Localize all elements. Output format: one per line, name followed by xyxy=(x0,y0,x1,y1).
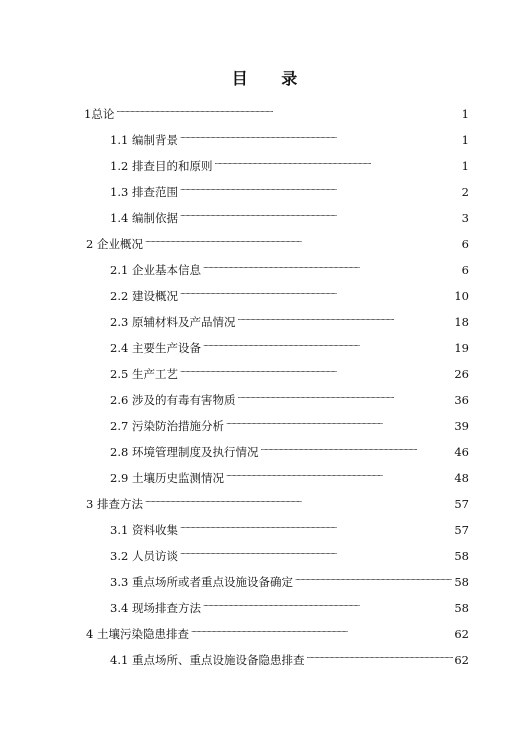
toc-entry-4[interactable] xyxy=(86,620,469,641)
toc-entry-label: 3.2 人员访谈 xyxy=(110,549,178,563)
toc-entry-page: 58 xyxy=(454,549,469,563)
toc-entry-page: 19 xyxy=(454,341,469,355)
toc-entry-label: 1.3 排查范围 xyxy=(110,185,178,199)
toc-entry-label: 3.1 资料收集 xyxy=(110,523,178,537)
toc-entry-label: 2.4 主要生产设备 xyxy=(110,341,201,355)
toc-entry-page: 18 xyxy=(454,315,469,329)
toc-title: 目 录 xyxy=(231,69,312,88)
dot-leader xyxy=(180,126,460,144)
toc-entry-page: 48 xyxy=(454,471,469,485)
toc-entry-2-3[interactable] xyxy=(110,308,469,329)
toc-entry-page: 2 xyxy=(461,185,469,199)
toc-entry-1-3[interactable] xyxy=(110,178,469,199)
toc-entry-2-9[interactable] xyxy=(110,464,469,485)
toc-entry-page: 39 xyxy=(454,419,469,433)
toc-entry-page: 1 xyxy=(461,133,469,147)
toc-entry-2-1[interactable] xyxy=(110,256,469,277)
toc-entry-label: 3.4 现场排查方法 xyxy=(110,601,201,615)
toc-entry-1-2[interactable] xyxy=(110,152,469,173)
dot-leader xyxy=(260,438,453,456)
toc-entry-3-3[interactable] xyxy=(110,568,469,589)
toc-entry-2-4[interactable] xyxy=(110,334,469,355)
dot-leader xyxy=(145,230,460,248)
toc-entry-page: 36 xyxy=(454,393,469,407)
toc-entry-label: 2.3 原辅材料及产品情况 xyxy=(110,315,236,329)
toc-entry-3-1[interactable] xyxy=(110,516,469,537)
toc-entry-label: 2.1 企业基本信息 xyxy=(110,263,201,277)
dot-leader xyxy=(237,386,453,404)
toc-entry-3[interactable] xyxy=(86,490,469,511)
dot-leader xyxy=(180,204,460,222)
toc-entry-2-8[interactable] xyxy=(110,438,469,459)
toc-entry-label: 2.7 污染防治措施分析 xyxy=(110,419,224,433)
dot-leader xyxy=(203,594,453,612)
toc-entry-label: 1.4 编制依据 xyxy=(110,211,178,225)
dot-leader xyxy=(145,490,453,508)
toc-entry-page: 62 xyxy=(454,627,469,641)
toc-entry-page: 46 xyxy=(454,445,469,459)
toc-entry-page: 6 xyxy=(461,237,469,251)
toc-entry-page: 1 xyxy=(461,107,469,121)
toc-entry-page: 58 xyxy=(454,601,469,615)
dot-leader xyxy=(295,568,453,586)
toc-entry-label: 4 土壤污染隐患排查 xyxy=(86,627,189,641)
toc-entry-label: 2.8 环境管理制度及执行情况 xyxy=(110,445,259,459)
dot-leader xyxy=(180,516,453,534)
toc-entry-2-5[interactable] xyxy=(110,360,469,381)
toc-entry-label: 2.5 生产工艺 xyxy=(110,367,178,381)
toc-entry-label: 2.2 建设概况 xyxy=(110,289,178,303)
dot-leader xyxy=(191,620,453,638)
toc-entry-label: 3 排查方法 xyxy=(86,497,143,511)
toc-entry-page: 10 xyxy=(454,289,469,303)
toc-entry-1-4[interactable] xyxy=(110,204,469,225)
dot-leader xyxy=(180,360,453,378)
dot-leader xyxy=(203,256,460,274)
toc-entry-page: 62 xyxy=(454,653,469,667)
dot-leader xyxy=(226,464,453,482)
toc-entry-label: 1.1 编制背景 xyxy=(110,133,178,147)
toc-entry-page: 1 xyxy=(461,159,469,173)
toc-entry-1-1[interactable] xyxy=(110,126,469,147)
dot-leader xyxy=(180,178,460,196)
dot-leader xyxy=(180,542,453,560)
toc-entry-page: 3 xyxy=(461,211,469,225)
dot-leader xyxy=(180,282,453,300)
dot-leader xyxy=(214,152,460,170)
toc-entry-2-2[interactable] xyxy=(110,282,469,303)
toc-entry-page: 26 xyxy=(454,367,469,381)
toc-entry-2-6[interactable] xyxy=(110,386,469,407)
toc-entry-4-1[interactable] xyxy=(110,646,469,667)
toc-entry-label: 2.6 涉及的有毒有害物质 xyxy=(110,393,236,407)
toc-entry-2[interactable] xyxy=(86,230,469,251)
toc-entry-label: 1总论 xyxy=(84,107,115,121)
toc-entry-page: 57 xyxy=(454,523,469,537)
toc-entry-label: 2 企业概况 xyxy=(86,237,143,251)
toc-entry-label: 2.9 土壤历史监测情况 xyxy=(110,471,224,485)
toc-entry-label: 4.1 重点场所、重点设施设备隐患排查 xyxy=(110,653,305,667)
dot-leader xyxy=(203,334,453,352)
toc-entry-label: 1.2 排查目的和原则 xyxy=(110,159,213,173)
dot-leader xyxy=(226,412,453,430)
toc-entry-page: 6 xyxy=(461,263,469,277)
toc-entry-3-4[interactable] xyxy=(110,594,469,615)
toc-entry-page: 57 xyxy=(454,497,469,511)
toc-entry-2-7[interactable] xyxy=(110,412,469,433)
toc-entry-page: 58 xyxy=(454,575,469,589)
toc-entry-1[interactable] xyxy=(84,100,469,121)
dot-leader xyxy=(237,308,453,326)
dot-leader xyxy=(306,646,453,664)
dot-leader xyxy=(116,100,460,118)
toc-entry-label: 3.3 重点场所或者重点设施设备确定 xyxy=(110,575,293,589)
toc-entry-3-2[interactable] xyxy=(110,542,469,563)
